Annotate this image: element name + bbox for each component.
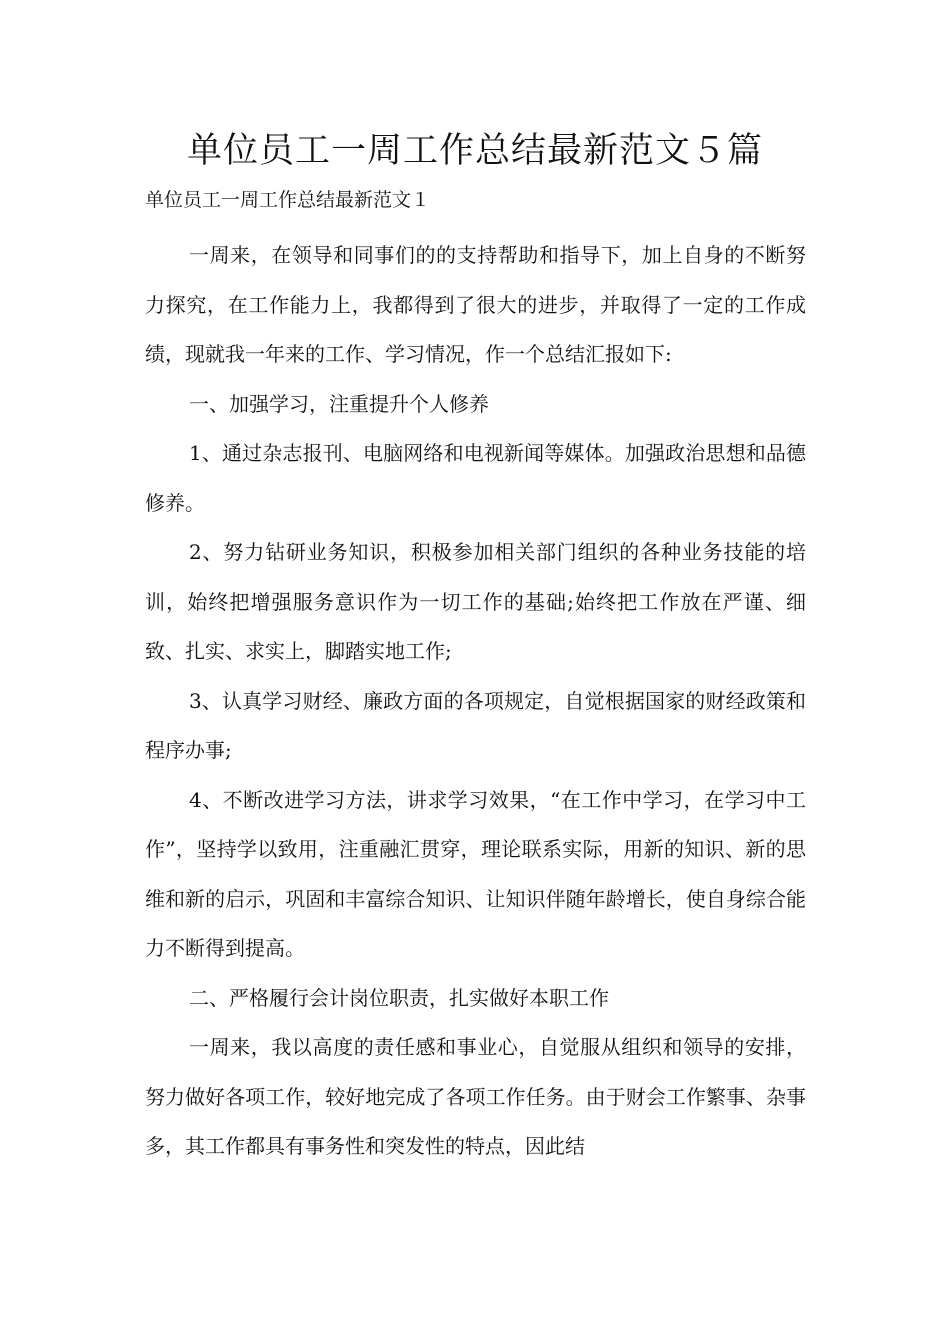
body-paragraph: 一周来，我以高度的责任感和事业心，自觉服从组织和领导的安排，努力做好各项工作，较好地完成了各项工作任务。由于财会工作繁事、杂事多，其工作都具有事务性和突发性的特点，因此结 (145, 1035, 806, 1158)
body-paragraph: 4、不断改进学习方法，讲求学习效果，“在工作中学习，在学习中工作”，坚持学以致用，注重融汇贯穿，理论联系实际，用新的知识、新的思维和新的启示，巩固和丰富综合知识、让知识伴随年龄增长，使自身综合能力不断得到提高。 (145, 787, 806, 960)
body-paragraph: 3、认真学习财经、廉政方面的各项规定，自觉根据国家的财经政策和程序办事; (145, 688, 806, 762)
section-title-paragraph: 一、加强学习，注重提升个人修养 (189, 391, 489, 416)
document-body (145, 231, 806, 1172)
body-paragraph: 1、通过杂志报刊、电脑网络和电视新闻等媒体。加强政治思想和品德修养。 (145, 441, 806, 515)
body-paragraph: 2、努力钻研业务知识，积极参加相关部门组织的各种业务技能的培训，始终把增强服务意识作为一切工作的基础;始终把工作放在严谨、细致、扎实、求实上，脚踏实地工作; (145, 540, 806, 663)
section-title-paragraph: 二、严格履行会计岗位职责，扎实做好本职工作 (189, 985, 609, 1010)
document-title: 单位员工一周工作总结最新范文５篇 (186, 131, 763, 171)
section-heading: 单位员工一周工作总结最新范文１ (145, 189, 431, 211)
body-paragraph: 一周来，在领导和同事们的的支持帮助和指导下，加上自身的不断努力探究，在工作能力上，我都得到了很大的进步，并取得了一定的工作成绩，现就我一年来的工作、学习情况，作一个总结汇报如下: (145, 243, 806, 366)
